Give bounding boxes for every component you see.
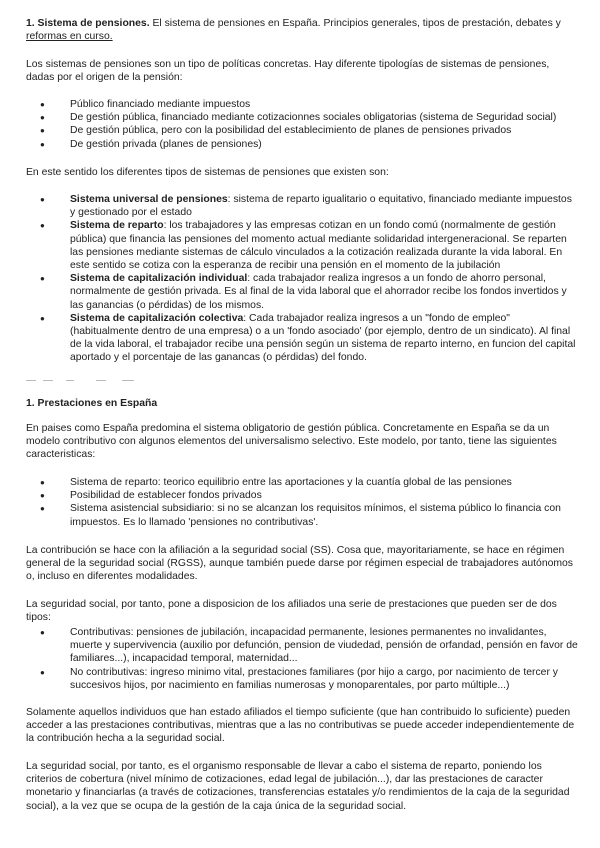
origins-list (26, 98, 578, 151)
type-desc: : los trabajadores y las empresas cotizan en un fondo comú (normalmente de gestión pública) que financia las pensiones del momento actual mediante solidaridad intergeneracional. Se reparten las pensiones mediante sistemas de cálculo vinculados a la cotización realizada durante la vida laboral. En este sentido se cotiza con la esperanza de recibir una pensión en el momento de la jubilación (70, 220, 567, 272)
type-desc: : Cada trabajador realiza ingresos a un "fondo de empleo" (habitualmente dentro de una empresa) o a un 'fondo asociado' (por ejemplo, dentro de un sindicato). Al final de la vida laboral, el trabajador recibe una pensión según un sistema de reparto interno, en funcion del capital aportado y el porcentaje de las ganancas (o pérdidas) del fondo. (70, 312, 576, 364)
type-term: Sistema de reparto (70, 220, 164, 232)
section2-intro: En paises como España predomina el sistema obligatorio de gestión pública. Concretamente en España se da un modelo contributivo con algunos elementos del universalismo selectivo. Este modelo, por tanto, tiene las siguientes caracteristicas: (26, 423, 557, 461)
list-item (26, 219, 578, 272)
type-desc: : cada trabajador realiza ingresos a un fondo de ahorro personal, normalmente de gestión privada. Es al final de la vida laboral que el ahorrador recibe los fondos invertidos y las ganancias (o pérdidas) de los mismos. (70, 273, 567, 311)
eligibility-paragraph: Solamente aquellos individuos que han estado afiliados el tiempo suficiente (que han contribuido lo suficiente) pueden acceder a las prestaciones contributivas, mientras que a las no contributivas se puede acceder independientemente de la contribución hecha a la seguridad social. (26, 707, 575, 745)
role-paragraph: La seguridad social, por tanto, es el organismo responsable de llevar a cabo el sistema de reparto, poniendo los criterios de cobertura (nivel mínimo de cotizaciones, edad legal de jubilación...), dar las prestaciones de caracter monetario y financiarlas (a través de cotizaciones, transferencias estatales y/o rendimientos de la caja de la seguridad social), a la vez que se ocupa de la gestión de la caja única de la seguridad social. (26, 761, 570, 812)
section1-title-rest: El sistema de pensiones en España. Principios generales, tipos de prestación, debates y (149, 18, 561, 29)
types-list (26, 193, 578, 365)
contribution-paragraph: La contribución se hace con la afiliación a la seguridad social (SS). Cosa que, mayoritariamente, se hace en régimen general de la seguridad social (RGSS), aunque también puede darse por régimen especial de trabajadores autónomos o, incluso en diferentes modalidades. (26, 545, 574, 583)
section1-title: 1. Sistema de pensiones. (26, 18, 150, 29)
list-item (26, 312, 578, 365)
types-intro: En este sentido los diferentes tipos de sistemas de pensiones que existen son: (26, 167, 389, 178)
list-item (26, 193, 578, 219)
section1-title-link: reformas en curso. (26, 31, 113, 43)
section-divider (26, 378, 136, 384)
features-list (26, 476, 578, 529)
type-term: Sistema de capitalización colectiva (70, 312, 244, 324)
list-item: ● Contributivas: pensiones de jubilación, incapacidad permanente, lesiones permanentes no invalidantes, muerte y supervivencia (auxilio por defunción, pension de viudedad, pensión de orfandad, pensión en favor de familiares...), incapacidad temporal, maternidad... (26, 626, 578, 666)
list-item: ● Sistema asistencial subsidiario: si no se alcanzan los requisitos mínimos, el sistema público lo financia con impuestos. Es lo llamado 'pensiones no contributivas'. (26, 502, 578, 528)
benefits-intro: La seguridad social, por tanto, pone a disposicion de los afiliados una serie de prestaciones que pueden ser de dos tipos: (26, 599, 557, 624)
section1-heading (26, 17, 578, 43)
list-item (26, 272, 578, 312)
section1-intro: Los sistemas de pensiones son un tipo de políticas concretas. Hay diferente tipologías de sistemas de pensiones, dadas por el origen de la pensión: (26, 59, 550, 84)
list-item: ● De gestión pública, financiado mediante cotizacionnes sociales obligatorias (sistema de Seguridad social) (26, 111, 578, 124)
list-item: ● Posibilidad de establecer fondos privados (26, 489, 578, 502)
type-term: Sistema de capitalización individual (70, 273, 248, 285)
type-term: Sistema universal de pensiones (70, 194, 228, 205)
benefits-list (26, 626, 578, 692)
list-item: ● Público financiado mediante impuestos (26, 98, 578, 111)
list-item: ● De gestión privada (planes de pensiones) (26, 138, 578, 151)
type-desc: : sistema de reparto igualitario o equitativo, financiado mediante impuestos y gestionado por el estado (70, 194, 572, 219)
list-item: ● Sistema de reparto: teorico equilibrio entre las aportaciones y la cuantía global de las pensiones (26, 476, 578, 489)
list-item: ● De gestión pública, pero con la posibilidad del establecimiento de planes de pensiones privados (26, 124, 578, 137)
list-item: ● No contributivas: ingreso minimo vital, prestaciones familiares (por hijo a cargo, por nacimiento de tercer y succesivos hijos, por nacimiento en familias numerosas y monoparentales, por parto múltiple...) (26, 666, 578, 692)
section2-title: 1. Prestaciones en España (26, 398, 158, 409)
